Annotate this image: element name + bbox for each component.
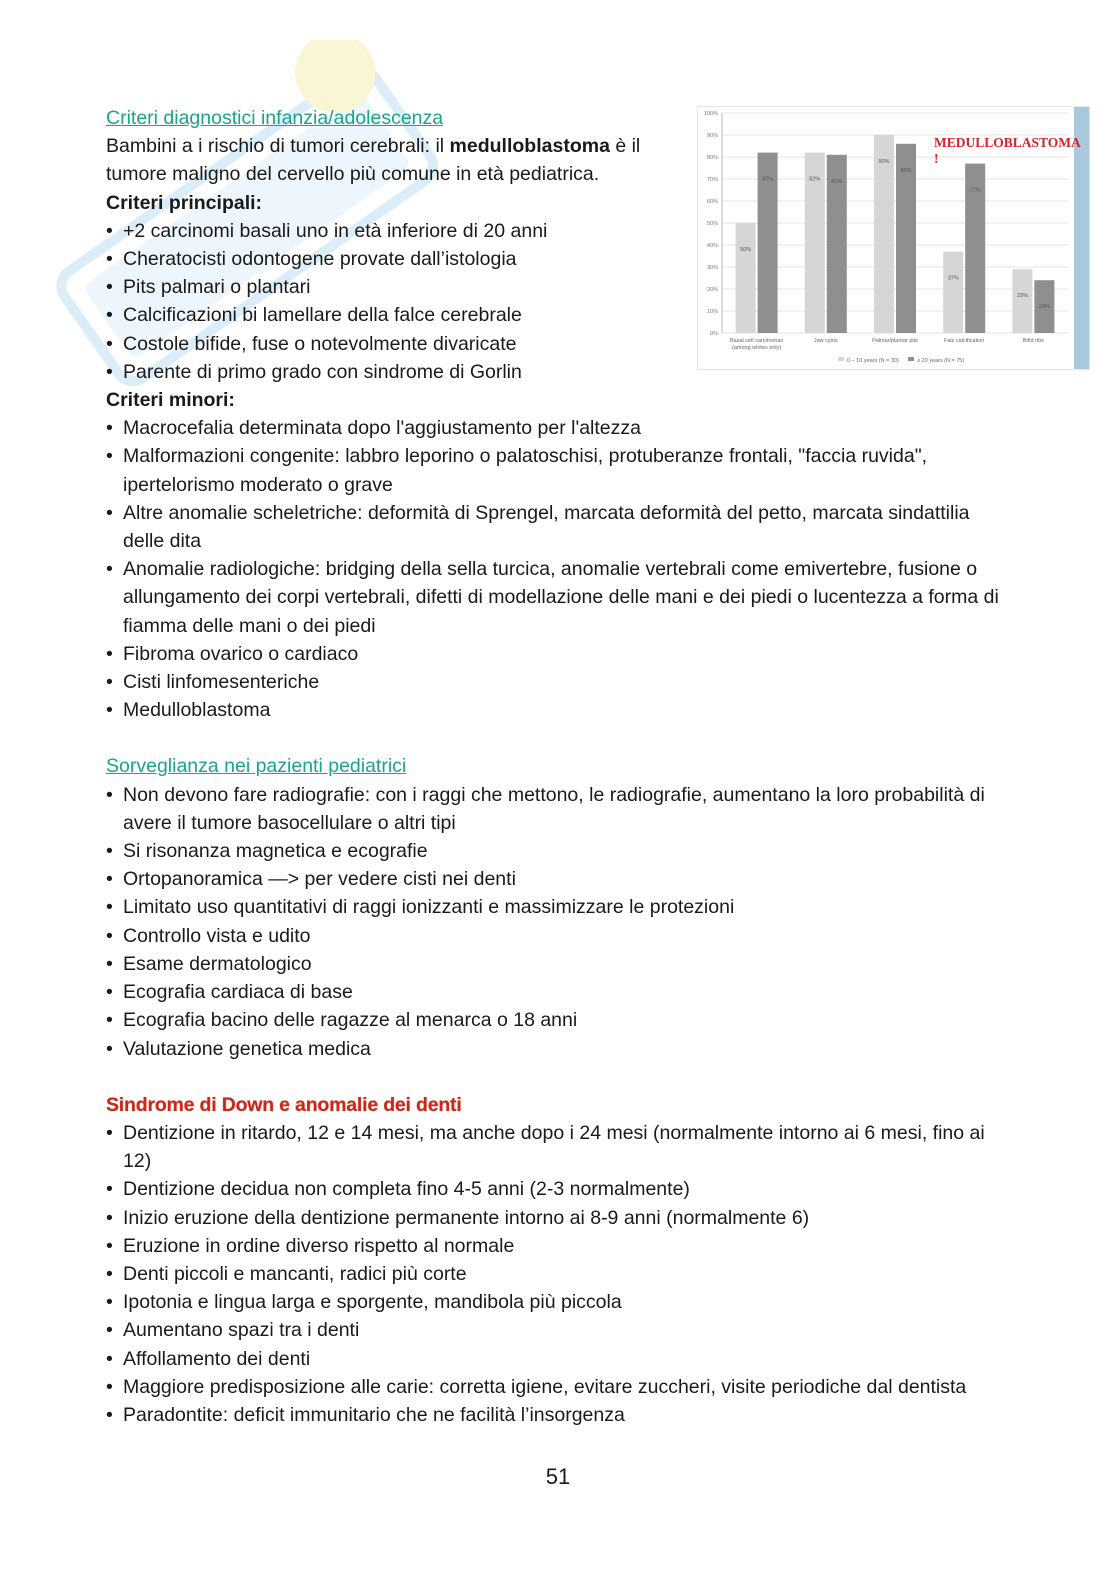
chart-bar bbox=[1012, 269, 1032, 333]
chart-data-label: 90% bbox=[878, 159, 890, 165]
intro-bold-term: medulloblastoma bbox=[449, 135, 610, 158]
chart-y-tick-label: 90% bbox=[706, 133, 718, 139]
list-item: • Macrocefalia determinata dopo l'aggiustamento per l'altezza bbox=[106, 414, 1006, 442]
list-item: • Dentizione decidua non completa fino 4-5 anni (2-3 normalmente) bbox=[106, 1175, 1006, 1203]
chart-data-label: 81% bbox=[831, 178, 843, 185]
list-item: • Malformazioni congenite: labbro leporino o palatoschisi, protuberanze frontali, "faccia ruvida", ipertelorismo moderato o grave bbox=[106, 442, 1006, 498]
intro-paragraph: Bambini a i rischio di tumori cerebrali: il medulloblastoma è il tumore maligno del cervello più comune in età pediatrica. bbox=[106, 135, 641, 186]
list-item: • Inizio eruzione della dentizione permanente intorno ai 8-9 anni (normalmente 6) bbox=[106, 1204, 1006, 1232]
chart-category-label-sub: (among whites only) bbox=[731, 345, 782, 351]
chart-y-tick-label: 60% bbox=[706, 199, 718, 205]
chart-annotation-mark: ! bbox=[934, 151, 939, 166]
minor-criteria-list bbox=[106, 414, 1006, 724]
list-item: • Denti piccoli e mancanti, radici più corte bbox=[106, 1260, 1006, 1288]
list-item: • Parente di primo grado con sindrome di Gorlin bbox=[106, 358, 676, 386]
list-item: • Aumentano spazi tra i denti bbox=[106, 1316, 1006, 1344]
chart-y-tick-label: 30% bbox=[706, 265, 718, 271]
chart-legend-label: ≥ 20 years (N = 75) bbox=[917, 358, 965, 364]
list-item: • +2 carcinomi basali uno in età inferiore di 20 anni bbox=[106, 217, 676, 245]
chart-y-tick-label: 50% bbox=[706, 221, 718, 227]
section-title-surveillance: Sorveglianza nei pazienti pediatrici bbox=[106, 755, 407, 778]
down-syndrome-list bbox=[106, 1119, 1006, 1429]
list-item: • Pits palmari o plantari bbox=[106, 273, 676, 301]
chart-y-tick-label: 40% bbox=[706, 243, 718, 249]
chart-category-label: Jaw cysts bbox=[813, 338, 838, 344]
minor-criteria-heading: Criteri minori: bbox=[106, 389, 235, 412]
list-item: • Valutazione genetica medica bbox=[106, 1035, 1006, 1063]
list-item: • Cisti linfomesenteriche bbox=[106, 668, 1006, 696]
chart-legend-label: 0 – 10 years (N = 30) bbox=[847, 358, 899, 364]
list-item: • Ipotonia e lingua larga e sporgente, mandibola più piccola bbox=[106, 1288, 1006, 1316]
major-criteria-heading: Criteri principali: bbox=[106, 191, 263, 214]
chart-data-label: 82% bbox=[762, 176, 774, 183]
list-item: • Costole bifide, fuse o notevolmente divaricate bbox=[106, 330, 676, 358]
chart-annotation: MEDULLOBLASTOMA bbox=[934, 135, 1081, 150]
chart-y-tick-label: 10% bbox=[706, 309, 718, 315]
list-item: • Si risonanza magnetica e ecografie bbox=[106, 837, 1006, 865]
chart-category-label: Basal cell carcinomas bbox=[730, 338, 784, 344]
list-item: • Non devono fare radiografie: con i raggi che mettono, le radiografie, aumentano la loro probabilità di avere il tumore basocellulare o altri tipi bbox=[106, 781, 1006, 837]
list-item: • Limitato uso quantitativi di raggi ionizzanti e massimizzare le protezioni bbox=[106, 893, 1006, 921]
list-item: • Eruzione in ordine diverso rispetto al normale bbox=[106, 1232, 1006, 1260]
list-item: • Calcificazioni bi lamellare della falce cerebrale bbox=[106, 301, 676, 329]
list-item: • Ecografia cardiaca di base bbox=[106, 978, 1006, 1006]
chart-category-label: Bifid ribs bbox=[1022, 338, 1044, 344]
list-item: • Esame dermatologico bbox=[106, 950, 1006, 978]
major-criteria-list bbox=[106, 217, 676, 386]
list-item: • Maggiore predisposizione alle carie: corretta igiene, evitare zuccheri, visite periodiche dal dentista bbox=[106, 1373, 1006, 1401]
chart-data-label: 82% bbox=[809, 176, 821, 183]
chart-y-tick-label: 80% bbox=[706, 155, 718, 161]
list-item: • Ecografia bacino delle ragazze al menarca o 18 anni bbox=[106, 1006, 1006, 1034]
document-body bbox=[106, 104, 1006, 1429]
list-item: • Ortopanoramica —> per vedere cisti nei denti bbox=[106, 865, 1006, 893]
chart-category-label: Palmar/plantar pits bbox=[872, 338, 918, 344]
chart-data-label: 24% bbox=[1038, 304, 1050, 311]
list-item: • Dentizione in ritardo, 12 e 14 mesi, ma anche dopo i 24 mesi (normalmente intorno ai 6 mesi, fino ai 12) bbox=[106, 1119, 1006, 1175]
section-title-down-syndrome: Sindrome di Down e anomalie dei denti bbox=[106, 1093, 462, 1116]
chart-data-label: 37% bbox=[947, 275, 959, 282]
chart-y-tick-label: 20% bbox=[706, 287, 718, 293]
chart-data-label: 86% bbox=[900, 167, 912, 174]
list-item: • Altre anomalie scheletriche: deformità di Sprengel, marcata deformità del petto, marcata sindattilia delle dita bbox=[106, 499, 1006, 555]
list-item: • Anomalie radiologiche: bridging della sella turcica, anomalie vertebrali come emivertebre, fusione o allungamento dei corpi vertebrali, difetti di modellazione delle mani e dei piedi o lucentezza a forma di fiamma delle mani o dei piedi bbox=[106, 555, 1006, 640]
chart-y-tick-label: 100% bbox=[703, 111, 718, 117]
chart-data-label: 50% bbox=[740, 247, 752, 253]
list-item: • Controllo vista e udito bbox=[106, 922, 1006, 950]
chart-category-label: Falx calcification bbox=[944, 338, 985, 344]
chart-data-label: 77% bbox=[969, 187, 981, 194]
list-item: • Medulloblastoma bbox=[106, 696, 1006, 724]
list-item: • Cheratocisti odontogene provate dall’istologia bbox=[106, 245, 676, 273]
list-item: • Fibroma ovarico o cardiaco bbox=[106, 640, 1006, 668]
section-title-diagnostic-criteria: Criteri diagnostici infanzia/adolescenza bbox=[106, 107, 444, 129]
chart-y-tick-label: 0% bbox=[710, 331, 718, 337]
chart-y-tick-label: 70% bbox=[706, 177, 718, 183]
page-number: 51 bbox=[545, 1464, 571, 1489]
surveillance-list bbox=[106, 781, 1006, 1063]
list-item: • Affollamento dei denti bbox=[106, 1345, 1006, 1373]
list-item: • Paradontite: deficit immunitario che ne facilità l’insorgenza bbox=[106, 1401, 1006, 1429]
chart-data-label: 29% bbox=[1016, 293, 1028, 300]
